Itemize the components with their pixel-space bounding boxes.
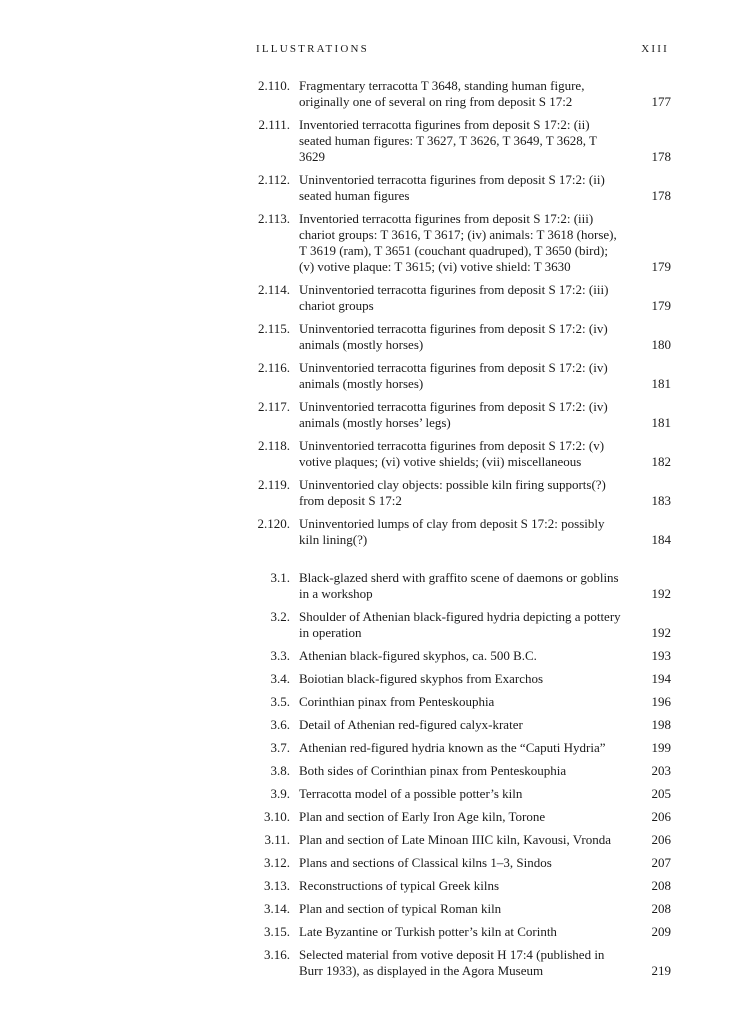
list-item [250,438,671,470]
page-reference: 179 [651,259,671,274]
figure-caption: Black-glazed sherd with graffito scene of daemons or goblins in a workshop [299,570,619,601]
figure-caption: Terracotta model of a possible potter’s kiln [299,786,523,801]
page-reference: 196 [651,694,671,709]
figure-number: 3.8. [270,763,290,778]
figure-caption: Selected material from votive deposit H 17:4 (published in Burr 1933), as displayed in the Agora Museum [299,947,605,978]
list-item [250,399,671,431]
running-header [256,43,669,55]
list-item [250,763,671,779]
figure-number: 2.115. [257,321,290,336]
figure-caption: Uninventoried terracotta figurines from deposit S 17:2: (iii) chariot groups [299,282,609,313]
figure-number: 2.119. [257,477,290,492]
figure-caption: Inventoried terracotta figurines from deposit S 17:2: (ii) seated human figures: T 3627, T 3626, T 3649, T 3628, T 3629 [299,117,597,164]
page-reference: 177 [651,94,671,109]
list-item [250,477,671,509]
figure-number: 2.118. [257,438,290,453]
page-reference: 209 [651,924,671,939]
list-item [250,172,671,204]
figure-number: 3.14. [264,901,290,916]
figure-caption: Uninventoried lumps of clay from deposit S 17:2: possibly kiln lining(?) [299,516,605,547]
list-item [250,360,671,392]
page-reference: 206 [651,809,671,824]
figure-caption: Plan and section of typical Roman kiln [299,901,502,916]
figure-caption: Plans and sections of Classical kilns 1–3, Sindos [299,855,552,870]
list-item [250,321,671,353]
list-item [250,211,671,275]
figure-caption: Inventoried terracotta figurines from deposit S 17:2: (iii) chariot groups: T 3616, T 3617; (iv) animals: T 3618 (horse), T 3619 (ram), T 3651 (couchant quadruped), T 3650 (bird); (v) votive plaque: T 3615; (vi) votive shield: T 3630 [299,211,617,274]
page-reference: 178 [651,149,671,164]
figure-caption: Detail of Athenian red-figured calyx-krater [299,717,523,732]
page-reference: 192 [651,586,671,601]
list-item [250,78,671,110]
list-item [250,947,671,979]
list-item [250,694,671,710]
figure-number: 2.116. [257,360,290,375]
list-item [250,901,671,917]
illustration-list [250,78,671,986]
page-reference: 208 [651,901,671,916]
figure-number: 2.114. [257,282,290,297]
page-number: XIII [641,43,669,55]
list-item [250,740,671,756]
page-reference: 207 [651,855,671,870]
figure-caption: Boiotian black-figured skyphos from Exarchos [299,671,544,686]
list-item [250,924,671,940]
page-reference: 206 [651,832,671,847]
figure-caption: Reconstructions of typical Greek kilns [299,878,500,893]
list-item [250,282,671,314]
figure-number: 3.1. [270,570,290,585]
figure-number: 3.10. [264,809,290,824]
page-reference: 178 [651,188,671,203]
figure-number: 3.9. [270,786,290,801]
page-reference: 181 [651,415,671,430]
page-reference: 208 [651,878,671,893]
section-title: ILLUSTRATIONS [256,43,369,55]
figure-number: 2.110. [257,78,290,93]
figure-number: 2.120. [257,516,290,531]
figure-number: 3.7. [270,740,290,755]
figure-caption: Uninventoried terracotta figurines from deposit S 17:2: (iv) animals (mostly horses) [299,321,608,352]
figure-caption: Uninventoried terracotta figurines from deposit S 17:2: (v) votive plaques; (vi) votive shields; (vii) miscellaneous [299,438,605,469]
page-reference: 179 [651,298,671,313]
figure-number: 2.112. [257,172,290,187]
figure-number: 2.117. [257,399,290,414]
figure-caption: Shoulder of Athenian black-figured hydria depicting a pottery in operation [299,609,621,640]
page-reference: 193 [651,648,671,663]
figure-caption: Athenian red-figured hydria known as the “Caputi Hydria” [299,740,606,755]
figure-caption: Athenian black-figured skyphos, ca. 500 B.C. [299,648,537,663]
page-reference: 192 [651,625,671,640]
list-item [250,878,671,894]
figure-number: 3.4. [270,671,290,686]
list-item [250,609,671,641]
list-item [250,855,671,871]
list-item [250,570,671,602]
list-item [250,117,671,165]
page-reference: 205 [651,786,671,801]
list-item [250,516,671,548]
figure-number: 3.3. [270,648,290,663]
page-reference: 198 [651,717,671,732]
figure-caption: Uninventoried terracotta figurines from deposit S 17:2: (iv) animals (mostly horses’ legs) [299,399,608,430]
figure-number: 3.12. [264,855,290,870]
figure-caption: Late Byzantine or Turkish potter’s kiln at Corinth [299,924,557,939]
figure-number: 2.113. [257,211,290,226]
list-item [250,648,671,664]
page-reference: 194 [651,671,671,686]
figure-number: 3.5. [270,694,290,709]
figure-number: 3.13. [264,878,290,893]
figure-number: 2.111. [258,117,290,132]
list-item [250,786,671,802]
figure-number: 3.11. [264,832,290,847]
figure-caption: Plan and section of Early Iron Age kiln, Torone [299,809,546,824]
figure-caption: Corinthian pinax from Penteskouphia [299,694,495,709]
figure-caption: Uninventoried terracotta figurines from deposit S 17:2: (ii) seated human figures [299,172,605,203]
list-item [250,671,671,687]
page-reference: 199 [651,740,671,755]
figure-caption: Both sides of Corinthian pinax from Penteskouphia [299,763,567,778]
figure-number: 3.15. [264,924,290,939]
figure-number: 3.2. [270,609,290,624]
list-item [250,717,671,733]
page-reference: 184 [651,532,671,547]
figure-caption: Fragmentary terracotta T 3648, standing human figure, originally one of several on ring from deposit S 17:2 [299,78,585,109]
figure-caption: Plan and section of Late Minoan IIIC kiln, Kavousi, Vronda [299,832,611,847]
page-reference: 182 [651,454,671,469]
figure-number: 3.16. [264,947,290,962]
list-item [250,832,671,848]
figure-caption: Uninventoried terracotta figurines from deposit S 17:2: (iv) animals (mostly horses) [299,360,608,391]
page-reference: 181 [651,376,671,391]
page-reference: 180 [651,337,671,352]
page-reference: 219 [651,963,671,978]
list-item [250,809,671,825]
page-reference: 183 [651,493,671,508]
figure-caption: Uninventoried clay objects: possible kiln firing supports(?) from deposit S 17:2 [299,477,606,508]
page-reference: 203 [651,763,671,778]
figure-number: 3.6. [270,717,290,732]
